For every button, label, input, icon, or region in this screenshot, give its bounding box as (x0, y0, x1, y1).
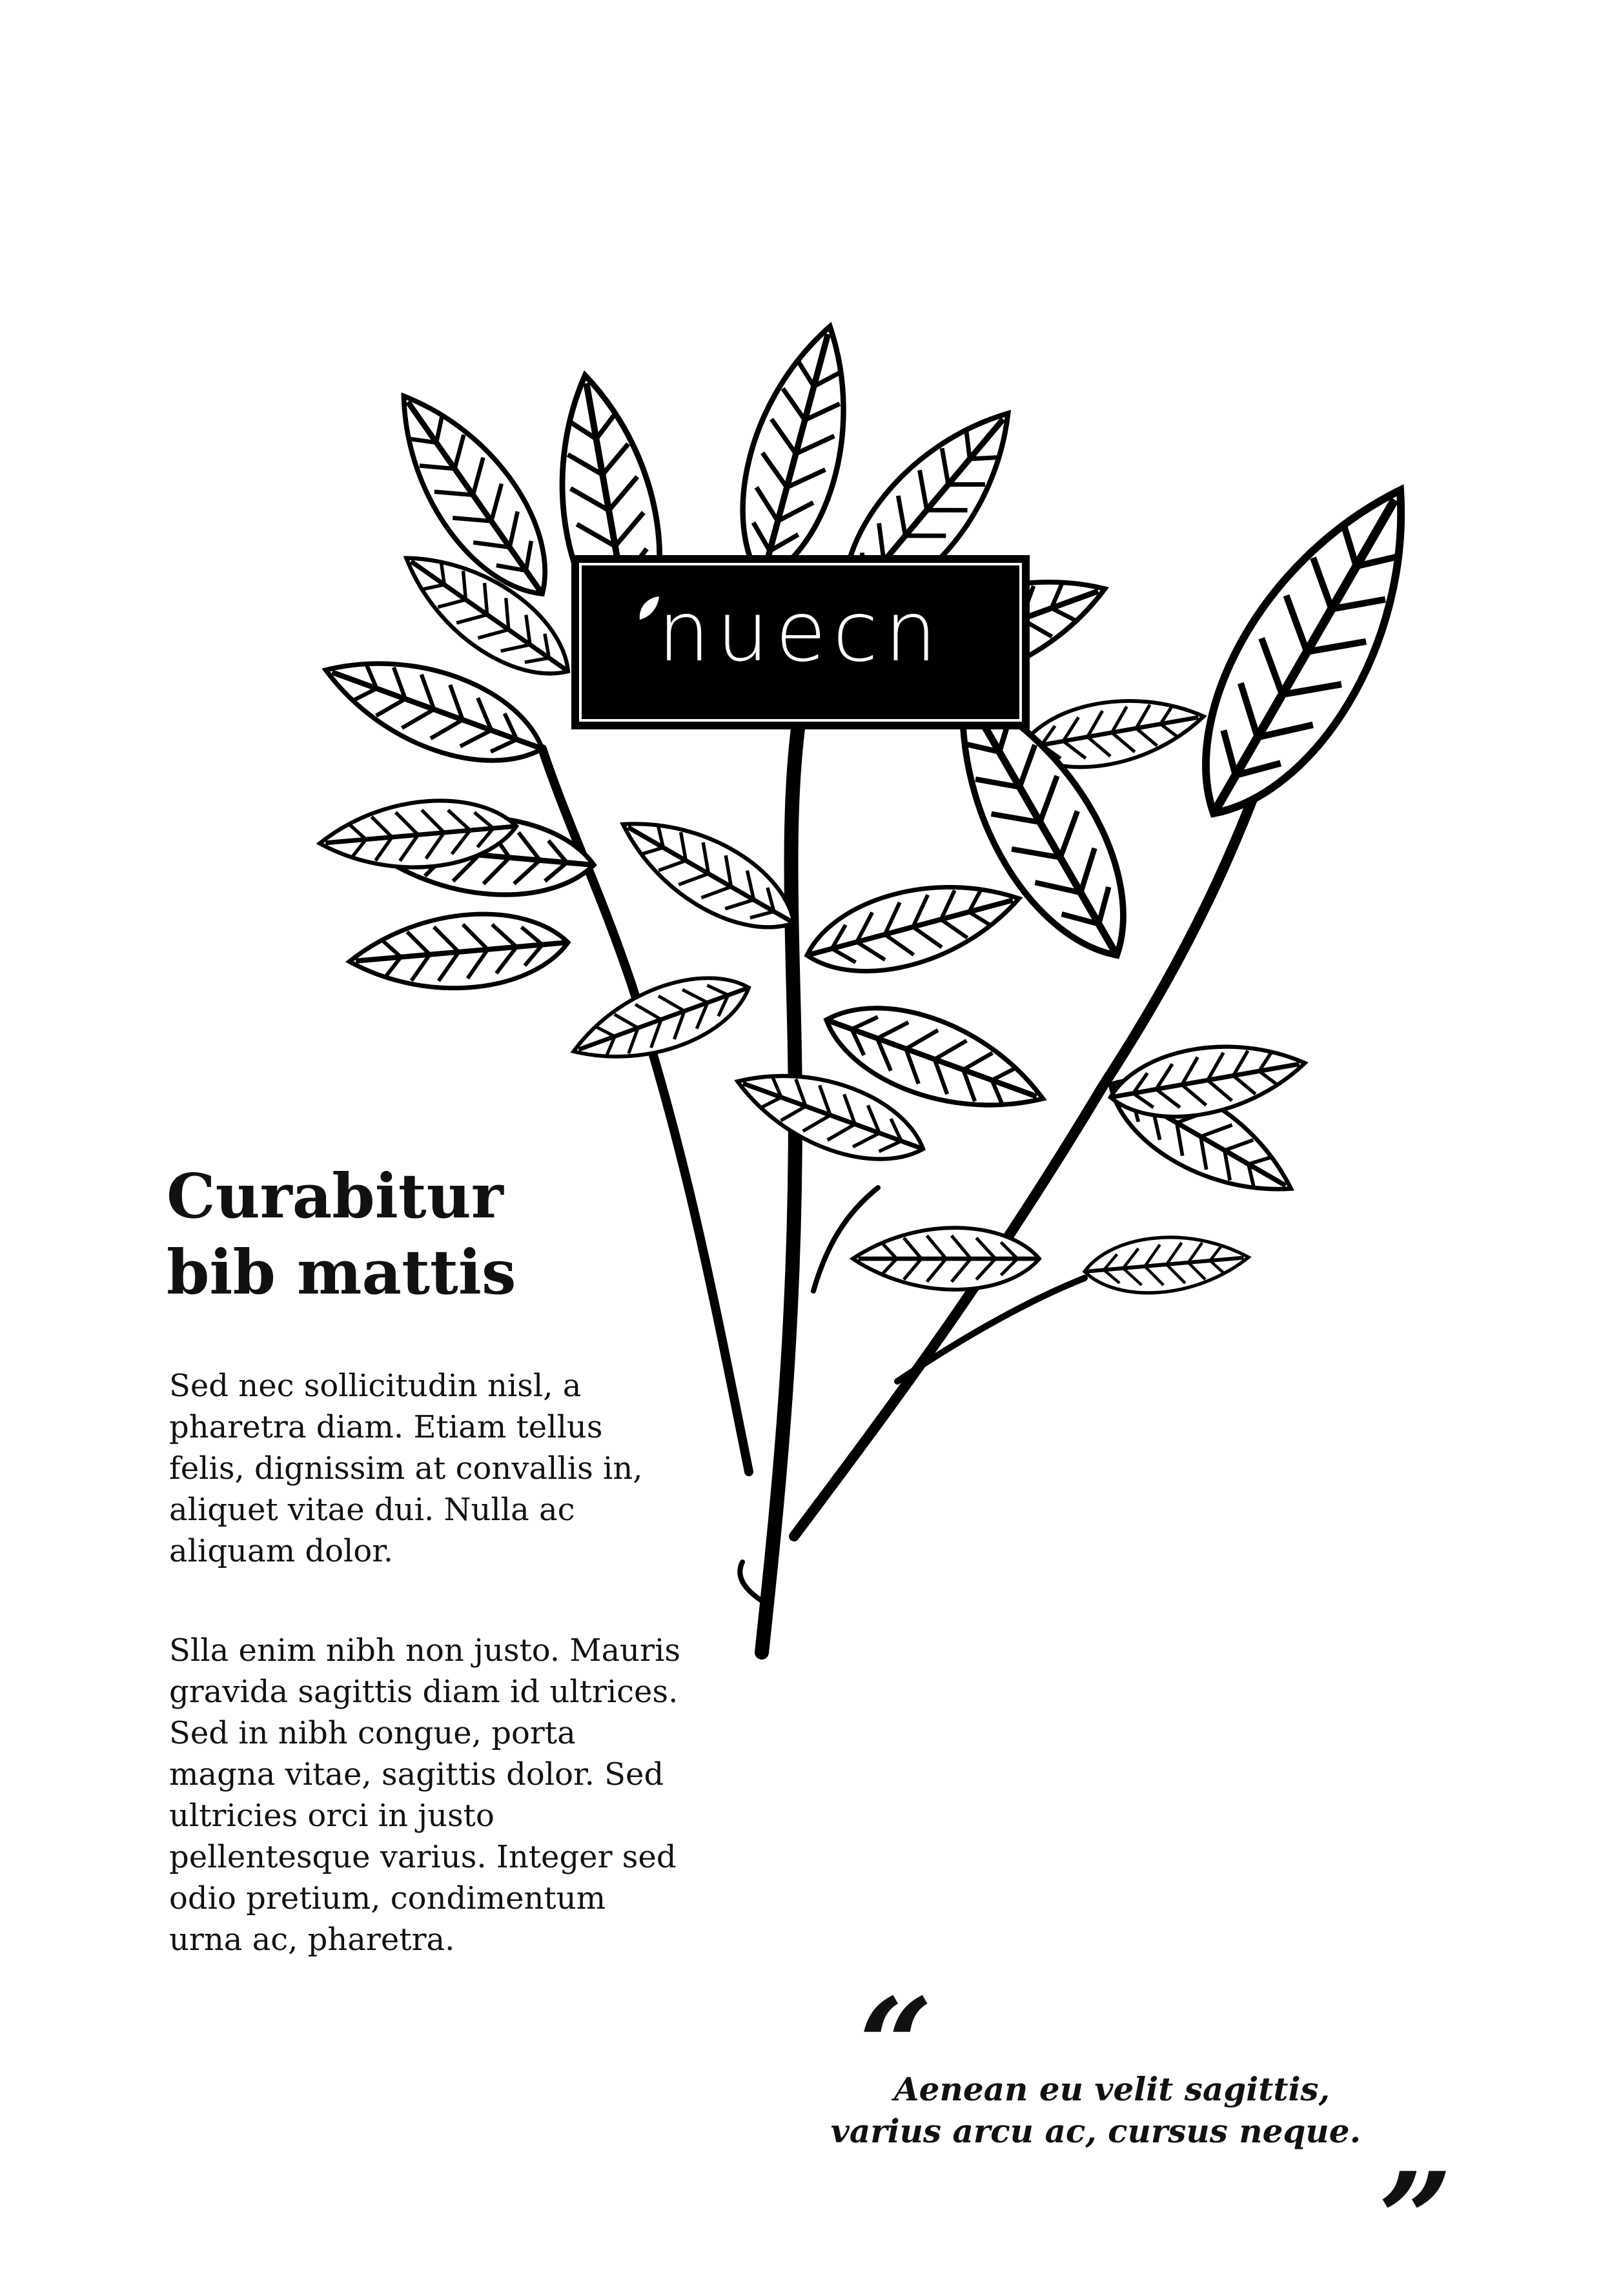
pull-quote-line-2: varius arcu ac, cursus neque. (830, 2112, 1361, 2150)
heading-line-1: Curabitur (167, 1161, 504, 1232)
article-heading (167, 1159, 748, 1311)
logo-plaque (571, 555, 1030, 729)
quote-open-icon: “ (859, 1970, 933, 2122)
heading-line-2: bib mattis (167, 1237, 516, 1308)
quote-close-icon: ” (1378, 2144, 1453, 2296)
logo-wordmark: nuecn (657, 584, 944, 680)
leaves (312, 315, 1454, 1299)
body-paragraph-1: Sed nec sollicitudin nisl, a pharetra diam. Etiam tellus felis, dignissim at convallis in, aliquet vitae dui. Nulla ac aliquam dolor. (169, 1368, 643, 1569)
pull-quote-line-1: Aenean eu velit sagittis, (893, 2070, 1330, 2108)
body-paragraph-2: Slla enim nibh non justo. Mauris gravida sagittis diam id ultrices. Sed in nibh congue, porta magna vitae, sagittis dolor. Sed ultricies orci in justo pellentesque varius. Integer sed odio pretium, condimentum urna ac, pharetra. (169, 1632, 680, 1958)
logo-leaf-icon (636, 594, 662, 622)
